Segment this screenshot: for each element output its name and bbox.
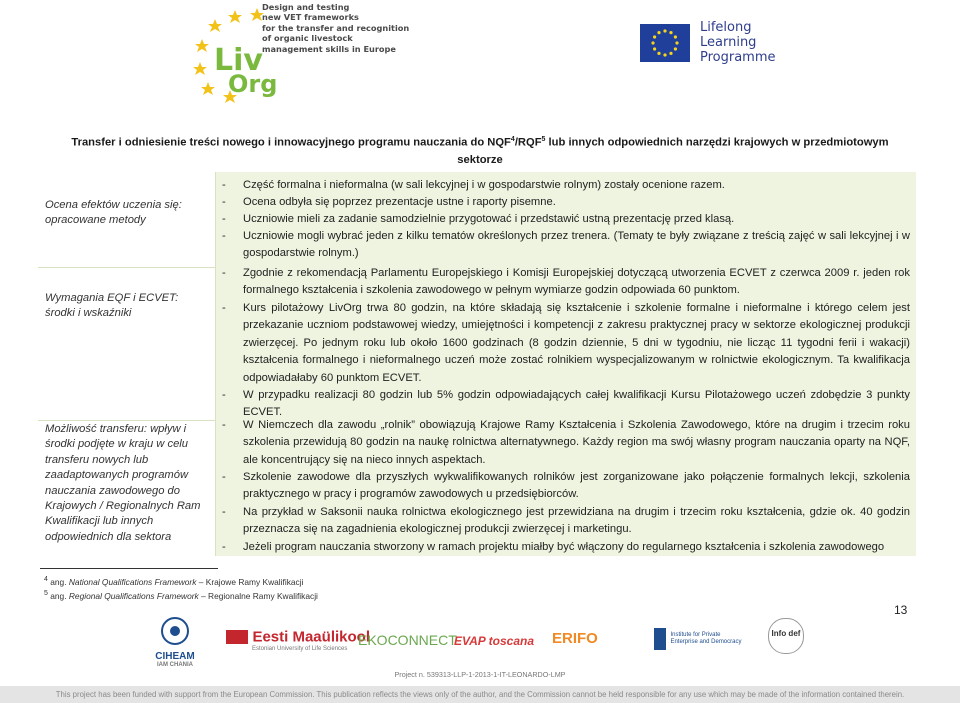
row-label: Możliwość transferu: wpływ i środki podjęte w kraju w celu transferu nowych lub zaadaptowanych programów nauczania zawodowego do Krajowych / Regionalnych Ram Kwalifikacji lub innych odpowiednich dla sektora — [45, 423, 201, 543]
list-item: - Część formalna i nieformalna (w sali lekcyjnej i w gospodarstwie rolnym) zostały ocenione razem. — [222, 179, 725, 191]
table-row — [38, 267, 916, 421]
partner-evap-logo-icon: EVAP toscana — [454, 634, 535, 648]
footnote: $^4$ ang. National Qualifications Framework – Krajowe Ramy Kwalifikacji — [44, 576, 304, 587]
footnote: $^5$ ang. Regional Qualifications Framework – Regionalne Ramy Kwalifikacji — [44, 590, 318, 601]
row-label-cell — [38, 267, 216, 420]
row-content-cell — [216, 420, 916, 556]
project-number: Project n. 539313-LLP-1-2013-1-IT-LEONARDO-LMP — [394, 670, 566, 679]
footnote-divider — [40, 568, 218, 569]
list-item: - W Niemczech dla zawodu „rolnik” obowiązują Krajowe Ramy Kształcenia i Szkolenia Zawodowego, które na drugim i trzecim roku szkolenia przewidują 80 godzin na naukę rolnictwa alternatywnego. Każdy region ma swój własny program nauczania oparty na NQF, ale koncentrujący się na nieco innych aspektach. — [222, 419, 910, 466]
programme-name: Lifelong Learning Programme — [700, 20, 776, 65]
list-item: - Uczniowie mogli wybrać jeden z kilku tematów określonych przez trenera. (Tematy te były związane z treścią zajęć w sali lekcyjnej i w gospodarstwie rolnym.) — [222, 230, 910, 260]
row-label: Wymagania EQF i ECVET: środki i wskaźniki — [45, 292, 179, 320]
partner-ekoconnect-logo-icon: EKOCONNECT — [358, 632, 457, 648]
partner-erifo-logo-icon: ERIFO — [552, 630, 598, 647]
list-item: - Na przykład w Saksonii nauka rolnictwa ekologicznego jest przewidziana na drugim i trzecim roku kształcenia, gdzie ok. 40 godzin przeznacza się na zagadnienia ekologicznej produkcji zwierzęcej i marketingu. — [222, 506, 910, 536]
eu-disclaimer: This project has been funded with support from the European Commission. This publication reflects the views only of the author, and the Commission cannot be held responsible for any use which may be made of the information contained therein. — [0, 686, 960, 703]
partner-infodef-logo-icon: Info def — [768, 618, 804, 654]
table-row — [38, 172, 916, 268]
list-item: - Kurs pilotażowy LivOrg trwa 80 godzin, na które składają się kształcenie i szkolenie formalne i nieformalne i którego celem jest przekazanie uczniom podstawowej wiedzy, umiejętności i kompetencji z zakresu praktycznej pracy w sektorze ekologicznej produkcji zwierzęcej. Po jednym roku lub około 1600 godzinach (8 godzin dziennie, 5 dni w tygodniu, nie licząc 11 tygodni ferii i wakacji) kształcenia formalnego i nieformalnego uczeń może zostać rolnikiem wyspecjalizowanym w rolnictwie ekologicznym. Ta kwalifikacja odpowiadałaby 60 punktom ECVET. — [222, 302, 910, 384]
table-row — [38, 420, 916, 556]
list-item: - Ocena odbyła się poprzez prezentacje ustne i raporty pisemne. — [222, 196, 556, 208]
list-item: - W przypadku realizacji 80 godzin lub 5% godzin odpowiadających całej kwalifikacji Kursu Pilotażowego uczeń zdobędzie 3 punkty ECVET. — [222, 389, 910, 419]
svg-text:Org: Org — [228, 70, 278, 98]
page-number: 13 — [894, 603, 908, 617]
row-content-cell — [216, 267, 916, 420]
partner-logos — [0, 612, 960, 672]
list-item: - Jeżeli program nauczania stworzony w ramach projektu miałby być włączony do regularnego kształcenia i szkolenia zawodowego — [222, 541, 885, 553]
list-item: - Zgodnie z rekomendacją Parlamentu Europejskiego i Komisji Europejskiej dotyczącą utworzenia ECVET z czerwca 2009 r. jeden rok formalnego kształcenia i szkolenia zawodowego w pełnym wymiarze godzin odpowiada 60 punktom. — [222, 267, 910, 297]
partner-iped-logo-icon: Institute for Private Enterprise and Democracy — [654, 628, 744, 650]
row-label-cell — [38, 420, 216, 556]
row-label: Ocena efektów uczenia się: opracowane metody — [45, 199, 182, 227]
partner-ciheam-logo-icon: CIHEAM IAM CHANIA — [150, 616, 200, 668]
page-header — [0, 0, 960, 110]
row-content-cell — [216, 172, 916, 267]
svg-text:Liv: Liv — [214, 43, 263, 78]
partner-emu-logo-icon: Eesti Maaülikool Estonian University of Life Sciences — [226, 628, 370, 652]
ciheam-emblem-icon — [158, 616, 192, 646]
content-table — [38, 172, 916, 556]
logo-tagline: Design and testing new VET frameworks for the transfer and recognition of organic livestock management skills in Europe — [262, 2, 410, 54]
eu-flag-icon — [640, 24, 690, 62]
list-item: - Szkolenie zawodowe dla przyszłych wykwalifikowanych rolników jest zorganizowane jako połączenie formalnych lekcji, szkolenia praktycznego w pracy i programów zawodowych u przedsiębiorców. — [222, 471, 910, 501]
list-item: - Uczniowie mieli za zadanie samodzielnie przygotować i przedstawić ustną prezentację przed klasą. — [222, 213, 735, 225]
row-label-cell — [38, 172, 216, 267]
document-title: Transfer i odniesienie treści nowego i innowacyjnego programu nauczania do NQF$^4$/RQF$^5$ lub innych odpowiednich narzędzi krajowych w przedmiotowym sektorze — [71, 136, 889, 166]
